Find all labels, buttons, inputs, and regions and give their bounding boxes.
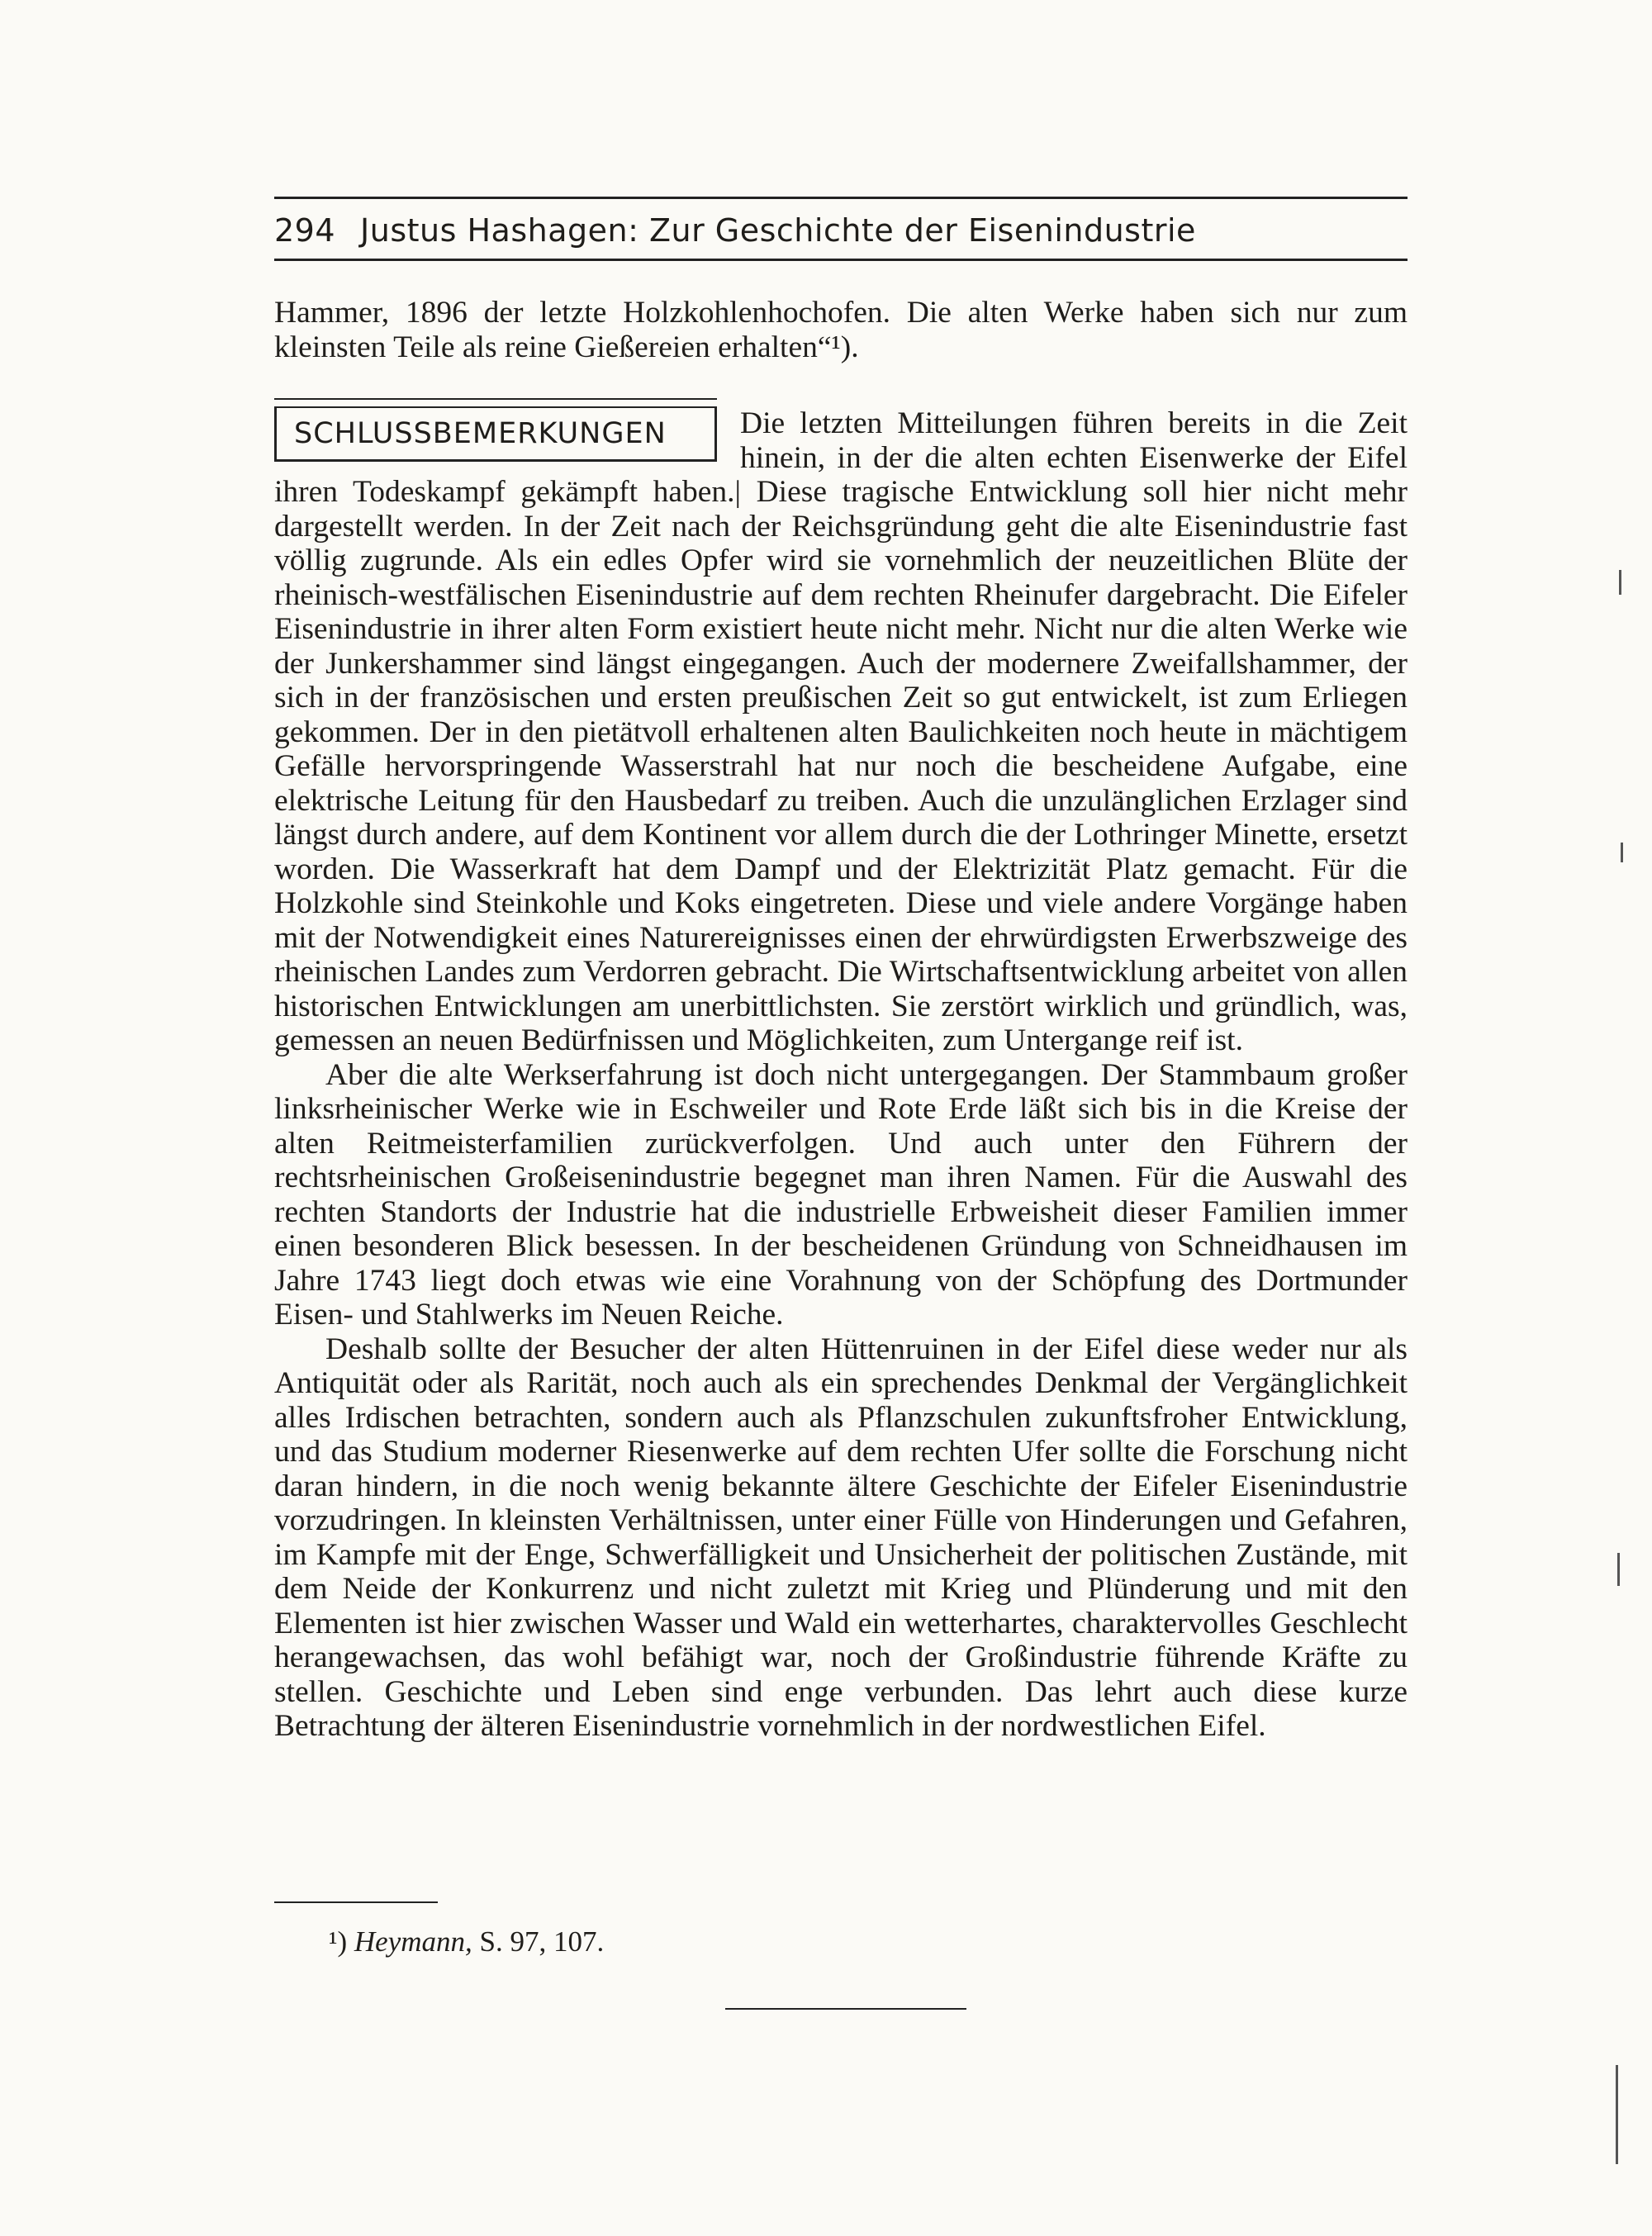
intro-text: Hammer, 1896 der letzte Holzkohlenhochofen. Die alten Werke haben sich nur zum kleinsten Teile als reine Gießereien erhalten“¹). [274, 296, 1408, 364]
header-bottom-rule [274, 259, 1408, 261]
footnote-reference: S. 97, 107. [479, 1925, 605, 1958]
header-top-rule [274, 197, 1408, 199]
main-text [274, 406, 1408, 1744]
scan-edge-mark [1617, 1553, 1620, 1586]
scan-edge-mark [1619, 570, 1621, 595]
footnote-rule [274, 1901, 438, 1903]
intro-paragraph [274, 296, 1408, 364]
paragraph-2: Aber die alte Werkserfahrung ist doch nicht untergegangen. Der Stammbaum großer linksrheinischer Werke wie in Eschweiler und Rote Erde läßt sich bis in die Kreise der alten Reitmeisterfamilien zurückverfolgen. Und auch unter den Führern der rechtsrheinischen Großeisenindustrie begegnet man ihren Namen. Für die Auswahl des rechten Standorts der Industrie hat die industrielle Erbweisheit dieser Familien immer einen besonderen Blick besessen. In der bescheidenen Gründung von Schneidhausen im Jahre 1743 liegt doch etwas wie eine Vorahnung von der Schöpfung des Dortmunder Eisen- und Stahlwerks im Neuen Reiche. [274, 1057, 1408, 1332]
section-heading-box [274, 406, 719, 464]
scan-edge-mark [1616, 2065, 1618, 2164]
section-heading-rule [274, 398, 717, 400]
footnote-marker: ¹) [329, 1925, 348, 1958]
running-head [274, 210, 1408, 251]
section-heading: SCHLUSSBEMERKUNGEN [294, 417, 667, 450]
scan-edge-mark [1621, 843, 1623, 862]
footnote [329, 1925, 604, 1959]
running-title: Justus Hashagen: Zur Geschichte der Eisenindustrie [360, 212, 1196, 249]
end-rule [725, 2008, 966, 2010]
paragraph-1: Die letzten Mitteilungen führen bereits in die Zeit hinein, in der die alten echten Eisenwerke der Eifel ihren Todeskampf gekämpft haben.| Diese tragische Entwicklung soll hier nicht mehr dargestellt werden. In der Zeit nach der Reichsgründung geht die alte Eisenindustrie fast völlig zugrunde. Als ein edles Opfer wird sie vornehmlich der neuzeitlichen Blüte der rheinisch-westfälischen Eisenindustrie auf dem rechten Rheinufer dargebracht. Die Eifeler Eisenindustrie in ihrer alten Form existiert heute nicht mehr. Nicht nur die alten Werke wie der Junkershammer sind längst eingegangen. Auch der modernere Zweifallshammer, der sich in der französischen und ersten preußischen Zeit so gut entwickelt, ist zum Erliegen gekommen. Der in den pietätvoll erhaltenen alten Baulichkeiten noch heute in mächtigem Gefälle hervorspringende Wasserstrahl hat nur noch die bescheidene Aufgabe, eine elektrische Leitung für den Hausbedarf zu treiben. Auch die unzulänglichen Erzlager sind längst durch andere, auf dem Kontinent vor allem durch die der Lothringer Minette, ersetzt worden. Die Wasserkraft hat dem Dampf und der Elektrizität Platz gemacht. Für die Holzkohle sind Steinkohle und Koks eingetreten. Diese und viele andere Vorgänge haben mit der Notwendigkeit eines Naturereignisses einen der ehrwürdigsten Erwerbszweige des rheinischen Landes zum Verdorren gebracht. Die Wirtschaftsentwicklung arbeitet von allen historischen Entwicklungen am unerbittlichsten. Sie zerstört wirklich und gründlich, was, gemessen an neuen Bedürfnissen und Möglichkeiten, zum Untergange reif ist. [274, 406, 1408, 1057]
paragraph-3: Deshalb sollte der Besucher der alten Hüttenruinen in der Eifel diese weder nur als Antiquität oder als Rarität, noch auch als ein sprechendes Denkmal der Vergänglichkeit alles Irdischen betrachten, sondern auch als Pflanzschulen zukunftsfroher Entwicklung, und das Studium moderner Riesenwerke auf dem rechten Ufer sollte die Forschung nicht daran hindern, in die noch wenig bekannte ältere Geschichte der Eifeler Eisenindustrie vorzudringen. In kleinsten Verhältnissen, unter einer Fülle von Hinderungen und Gefahren, im Kampfe mit der Enge, Schwerfälligkeit und Unsicherheit der politischen Zustände, mit dem Neide der Konkurrenz und nicht zuletzt mit Krieg und Plünderung und mit den Elementen ist hier zwischen Wasser und Wald ein wetterhartes, charaktervolles Geschlecht herangewachsen, das wohl befähigt war, noch der Großindustrie führende Kräfte zu stellen. Geschichte und Leben sind enge verbunden. Das lehrt auch diese kurze Betrachtung der älteren Eisenindustrie vornehmlich in der nordwestlichen Eifel. [274, 1332, 1408, 1743]
page-number: 294 [274, 212, 336, 249]
footnote-author: Heymann, [354, 1925, 472, 1958]
